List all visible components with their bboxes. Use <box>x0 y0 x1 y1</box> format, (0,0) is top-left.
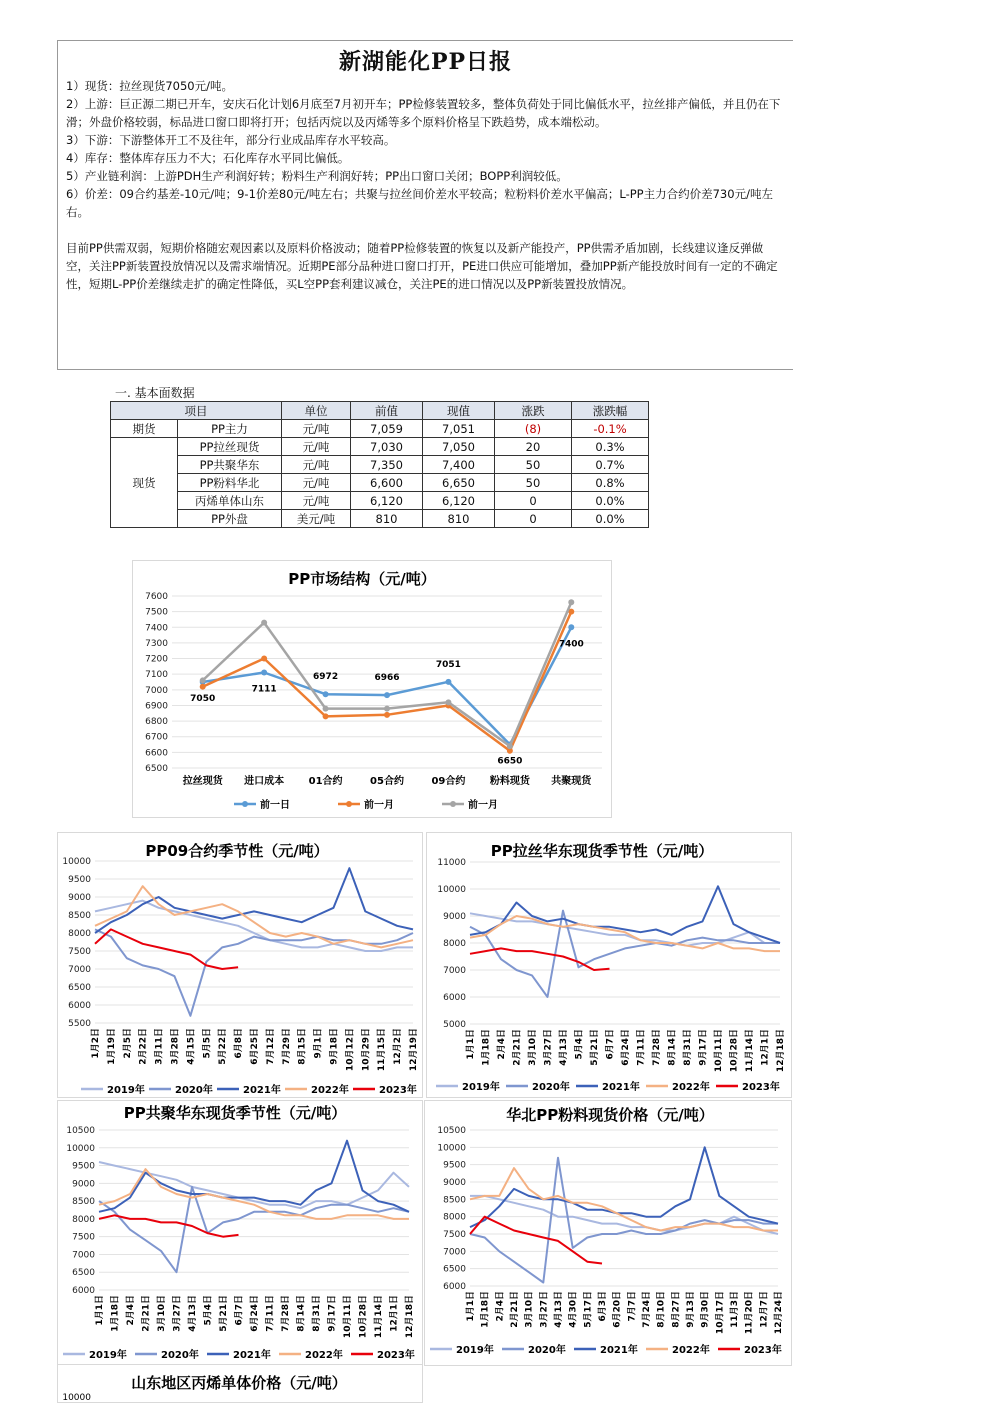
data-point <box>261 656 267 662</box>
chart-title: PP拉丝华东现货季节性（元/吨） <box>490 842 714 860</box>
report-line-downstream: 3）下游：下游整体开工不及往年，部分行业成品库存水平较高。 <box>66 133 396 147</box>
legend-label: 2021年 <box>233 1350 271 1361</box>
x-tick-label: 8月15日 <box>297 1028 308 1065</box>
x-tick-label: 3月10日 <box>528 1029 538 1066</box>
x-tick-label: 10月12日 <box>345 1028 356 1072</box>
x-tick-label: 3月27日 <box>543 1029 554 1066</box>
y-tick-label: 7400 <box>145 623 168 634</box>
chart-title: 华北PP粉料现货价格（元/吨） <box>506 1106 714 1124</box>
x-tick-label: 6月24日 <box>250 1295 260 1332</box>
data-point <box>384 712 390 718</box>
y-tick-label: 6000 <box>68 1001 91 1011</box>
x-tick-label: 11月3日 <box>730 1291 740 1328</box>
x-tick-label: 8月31日 <box>683 1029 693 1066</box>
x-tick-label: 12月24日 <box>774 1291 784 1335</box>
x-tick-label: 9月18日 <box>329 1028 340 1065</box>
row-name: PP共聚华东 <box>178 456 282 474</box>
x-tick-label: 7月11日 <box>636 1029 647 1066</box>
x-tick-label: 10月29日 <box>361 1028 372 1072</box>
y-tick-label: 6900 <box>145 701 168 712</box>
y-tick-label: 10500 <box>66 1126 95 1136</box>
y-tick-label: 7000 <box>443 966 466 976</box>
y-tick-label: 8000 <box>68 929 91 939</box>
data-point <box>384 692 390 698</box>
y-tick-label: 10000 <box>437 1143 466 1154</box>
x-tick-label: 10月11日 <box>714 1029 724 1073</box>
y-tick-label: 8500 <box>443 1195 466 1206</box>
row-chg: 20 <box>495 438 572 456</box>
header-curr: 现值 <box>423 402 495 420</box>
x-tick-label: 3月11日 <box>154 1028 165 1065</box>
basic-data-table <box>110 401 649 528</box>
report-line-spot: 1）现货：拉丝现货7050元/吨。 <box>66 79 233 93</box>
x-tick-label: 6月25日 <box>250 1028 260 1065</box>
legend-label: 2019年 <box>89 1350 127 1361</box>
x-tick-label: 1月1日 <box>466 1029 476 1060</box>
x-tick-label: 2月21日 <box>510 1291 520 1328</box>
y-tick-label: 7200 <box>145 654 168 665</box>
x-tick-label: 1月1日 <box>466 1291 476 1322</box>
data-point <box>323 713 329 719</box>
x-tick-label: 12月1日 <box>760 1029 771 1066</box>
row-pct: 0.3% <box>572 438 649 456</box>
x-tick-label: 7月24日 <box>642 1291 652 1328</box>
data-point <box>200 677 206 683</box>
y-tick-label: 7000 <box>145 685 168 696</box>
x-tick-label: 10月17日 <box>715 1291 726 1335</box>
row-curr: 7,051 <box>423 420 495 438</box>
y-tick-label: 8000 <box>443 939 466 949</box>
row-chg: 0 <box>495 510 572 528</box>
x-tick-label: 11月15日 <box>377 1028 388 1072</box>
x-tick-label: 1月18日 <box>481 1029 492 1066</box>
legend-label: 2020年 <box>175 1085 213 1096</box>
legend-label: 前一月 <box>364 800 394 811</box>
x-tick-label: 7月7日 <box>627 1291 638 1322</box>
y-tick-label: 5500 <box>68 1019 91 1029</box>
x-tick-label: 3月27日 <box>539 1291 550 1328</box>
futures-label: 期货 <box>111 420 178 438</box>
x-tick-label: 6月3日 <box>598 1291 608 1322</box>
x-tick-label: 11月14日 <box>374 1295 384 1339</box>
y-tick-label: 6800 <box>145 717 168 728</box>
x-tick-label: 共聚现货 <box>551 776 592 787</box>
shandong-propylene-chart <box>57 1364 423 1403</box>
row-pct: -0.1% <box>572 420 649 438</box>
y-tick-label: 6500 <box>443 1264 466 1275</box>
y-tick-label: 7600 <box>145 592 168 602</box>
report-line-upstream: 2）上游：巨正源二期已开车，安庆石化计划6月底至7月初开车；PP检修装置较多，整体负荷处于同比偏低水平，拉丝排产偏低，并且仍在下滑；外盘价格较弱，标品进口窗口即将打开；包括丙烷以及丙烯等多个原料价格呈下跌趋势，成本端松动。 <box>66 97 781 129</box>
x-tick-label: 6月7日 <box>234 1295 245 1326</box>
spot-label: 现货 <box>111 438 178 528</box>
row-unit: 美元/吨 <box>282 510 351 528</box>
x-tick-label: 5月17日 <box>583 1291 594 1328</box>
pp-copolymer-east-seasonal-chart <box>57 1100 423 1366</box>
x-tick-label: 3月28日 <box>170 1028 181 1065</box>
x-tick-label: 12月18日 <box>405 1295 415 1339</box>
row-unit: 元/吨 <box>282 456 351 474</box>
y-tick-label: 8500 <box>68 911 91 921</box>
x-tick-label: 2月4日 <box>126 1295 136 1326</box>
row-pct: 0.7% <box>572 456 649 474</box>
basic-section-title: 一. 基本面数据 <box>115 386 195 400</box>
header-chg: 涨跌 <box>495 402 572 420</box>
x-tick-label: 进口成本 <box>244 776 285 787</box>
y-tick-label: 9000 <box>443 1178 466 1188</box>
data-point <box>261 669 267 675</box>
x-tick-label: 10月11日 <box>343 1295 353 1339</box>
legend-label: 2020年 <box>532 1082 570 1093</box>
header-prev: 前值 <box>351 402 423 420</box>
market-structure-chart <box>132 560 612 818</box>
table-row <box>111 420 649 438</box>
report-line-inventory: 4）库存：整体库存压力不大；石化库存水平同比偏低。 <box>66 151 350 165</box>
row-prev: 6,600 <box>351 474 423 492</box>
row-name: PP拉丝现货 <box>178 438 282 456</box>
row-curr: 6,650 <box>423 474 495 492</box>
legend-label: 2023年 <box>377 1350 415 1361</box>
x-tick-label: 8月10日 <box>656 1291 667 1328</box>
row-chg: 50 <box>495 474 572 492</box>
legend-label: 2022年 <box>311 1085 349 1096</box>
legend-label: 2020年 <box>161 1350 199 1361</box>
x-tick-label: 7月29日 <box>281 1028 292 1065</box>
y-tick-label: 11000 <box>437 858 466 868</box>
data-label: 7050 <box>190 694 216 704</box>
x-tick-label: 12月19日 <box>409 1028 419 1072</box>
y-tick-label: 9500 <box>68 875 91 885</box>
legend-label: 2023年 <box>379 1085 417 1096</box>
y-tick-label: 6700 <box>145 732 168 743</box>
row-curr: 810 <box>423 510 495 528</box>
y-tick-label: 7000 <box>68 965 91 975</box>
row-name: 丙烯单体山东 <box>178 492 282 510</box>
x-tick-label: 1月18日 <box>110 1295 121 1332</box>
row-pct: 0.8% <box>572 474 649 492</box>
row-curr: 6,120 <box>423 492 495 510</box>
y-tick-label: 10000 <box>62 857 91 867</box>
x-tick-label: 6月24日 <box>621 1029 631 1066</box>
row-unit: 元/吨 <box>282 420 351 438</box>
y-tick-label: 8000 <box>72 1214 95 1225</box>
legend-label: 2023年 <box>744 1345 782 1356</box>
legend-label: 2019年 <box>456 1345 494 1356</box>
x-tick-label: 3月10日 <box>157 1295 167 1332</box>
x-tick-label: 7月28日 <box>281 1295 291 1332</box>
chart-title: PP共聚华东现货季节性（元/吨） <box>123 1104 347 1122</box>
x-tick-label: 09合约 <box>431 776 466 787</box>
legend-marker <box>450 801 456 807</box>
x-tick-label: 8月14日 <box>296 1295 307 1332</box>
x-tick-label: 1月2日 <box>91 1028 101 1059</box>
pp09-seasonal-chart <box>57 832 423 1098</box>
x-tick-label: 2月21日 <box>141 1295 152 1332</box>
x-tick-label: 11月14日 <box>745 1029 755 1073</box>
y-tick-label: 9000 <box>443 912 466 922</box>
legend-label: 2019年 <box>462 1082 500 1093</box>
table-row <box>111 510 649 528</box>
row-curr: 7,400 <box>423 456 495 474</box>
legend-marker <box>346 801 352 807</box>
report-body <box>66 77 781 293</box>
x-tick-label: 3月10日 <box>524 1291 535 1328</box>
x-tick-label: 11月20日 <box>744 1291 755 1335</box>
data-label: 7051 <box>435 659 461 670</box>
legend-label: 2022年 <box>672 1345 710 1356</box>
y-tick-label: 9500 <box>72 1161 95 1172</box>
y-tick-label: 7500 <box>145 607 168 618</box>
report-summary: 目前PP供需双弱，短期价格随宏观因素以及原料价格波动；随着PP检修装置的恢复以及新产能投产，PP供需矛盾加剧，长线建议逢反弹做空，关注PP新装置投放情况以及需求端情况。近期PE部分品种进口窗口打开，PE进口供应可能增加，叠加PP新产能投放时间有一定的不确定性，短期L-PP价差继续走扩的确定性降低，买L空PP套利建议减仓，关注PE的进口情况以及PP新装置投放情况。 <box>66 241 778 291</box>
row-name: PP主力 <box>178 420 282 438</box>
table-row <box>111 456 649 474</box>
x-tick-label: 05合约 <box>370 776 404 787</box>
x-tick-label: 9月1日 <box>313 1028 324 1059</box>
x-tick-label: 2月22日 <box>138 1028 149 1065</box>
row-chg: (8) <box>495 420 572 438</box>
data-point <box>568 599 574 605</box>
row-chg: 50 <box>495 456 572 474</box>
x-tick-label: 12月2日 <box>393 1028 404 1065</box>
legend-label: 2020年 <box>528 1345 566 1356</box>
x-tick-label: 4月13日 <box>188 1295 198 1332</box>
north-pp-powder-price-chart <box>424 1100 792 1366</box>
header-unit: 单位 <box>282 402 351 420</box>
report-line-profit: 5）产业链利润：上游PDH生产利润好转；粉料生产利润好转；PP出口窗口关闭；BOPP利润较低。 <box>66 169 568 183</box>
row-name: PP粉料华北 <box>178 474 282 492</box>
x-tick-label: 9月30日 <box>700 1291 711 1328</box>
x-tick-label: 10月28日 <box>729 1029 740 1073</box>
table-row <box>111 474 649 492</box>
header-pct: 涨跌幅 <box>572 402 649 420</box>
y-tick-label: 6000 <box>443 993 466 1003</box>
x-tick-label: 1月18日 <box>480 1291 491 1328</box>
x-tick-label: 1月19日 <box>106 1028 117 1065</box>
data-point <box>384 706 390 712</box>
report-line-spread: 6）价差：09合约基差-10元/吨；9-1价差80元/吨左右；共聚与拉丝间价差水平较高；粒粉料价差水平偏高；L-PP主力合约价差730元/吨左右。 <box>66 187 773 219</box>
table-row <box>111 492 649 510</box>
data-label: 7400 <box>558 639 584 650</box>
row-prev: 810 <box>351 510 423 528</box>
x-tick-label: 6月8日 <box>234 1028 245 1059</box>
x-tick-label: 01合约 <box>308 776 343 787</box>
legend-label: 2021年 <box>602 1082 640 1093</box>
x-tick-label: 7月28日 <box>652 1029 662 1066</box>
header-item: 项目 <box>111 402 282 420</box>
y-tick-label: 6000 <box>443 1282 466 1292</box>
y-tick-label: 7500 <box>68 947 91 957</box>
x-tick-label: 12月18日 <box>776 1029 786 1073</box>
x-tick-label: 1月1日 <box>95 1295 105 1326</box>
legend-label: 2021年 <box>600 1345 638 1356</box>
y-tick-label: 10000 <box>437 885 466 895</box>
y-tick-label: 7300 <box>145 638 168 649</box>
x-tick-label: 5月4日 <box>203 1295 214 1326</box>
legend-label: 2021年 <box>243 1085 281 1096</box>
pp-raffia-east-seasonal-chart <box>426 832 792 1098</box>
x-tick-label: 5月21日 <box>219 1295 229 1332</box>
x-tick-label: 5月5日 <box>202 1028 213 1059</box>
legend-label: 2022年 <box>305 1350 343 1361</box>
chart-title: PP市场结构（元/吨） <box>288 570 436 588</box>
y-tick-label: 8500 <box>72 1197 95 1208</box>
row-curr: 7,050 <box>423 438 495 456</box>
y-tick-label: 9000 <box>72 1179 95 1190</box>
x-tick-label: 8月14日 <box>667 1029 678 1066</box>
data-point <box>200 684 206 690</box>
y-tick-label: 10500 <box>437 1126 466 1136</box>
table-row <box>111 438 649 456</box>
legend-label: 前一月 <box>468 800 498 811</box>
y-tick-label: 5000 <box>443 1020 466 1030</box>
y-tick-label: 9500 <box>443 1160 466 1171</box>
y-tick-label: 7500 <box>72 1232 95 1243</box>
chart-title: PP09合约季节性（元/吨） <box>145 842 329 860</box>
data-point <box>507 743 513 749</box>
y-tick-label: 7000 <box>72 1250 95 1261</box>
x-tick-label: 2月4日 <box>497 1029 507 1060</box>
y-tick-label: 6500 <box>68 983 91 993</box>
row-name: PP外盘 <box>178 510 282 528</box>
data-point <box>261 620 267 626</box>
row-prev: 7,350 <box>351 456 423 474</box>
x-tick-label: 6月7日 <box>605 1029 616 1060</box>
row-pct: 0.0% <box>572 492 649 510</box>
x-tick-label: 7月11日 <box>265 1295 276 1332</box>
x-tick-label: 4月13日 <box>559 1029 569 1066</box>
legend-label: 2022年 <box>672 1082 710 1093</box>
y-tick-label: 10000 <box>62 1393 91 1403</box>
x-tick-label: 5月22日 <box>218 1028 229 1065</box>
row-prev: 7,059 <box>351 420 423 438</box>
report-title: 新湖能化PP日报 <box>338 49 513 75</box>
row-unit: 元/吨 <box>282 438 351 456</box>
data-point <box>445 699 451 705</box>
x-tick-label: 12月1日 <box>389 1295 400 1332</box>
y-tick-label: 6000 <box>72 1286 95 1296</box>
y-tick-label: 6500 <box>72 1268 95 1279</box>
data-point <box>568 624 574 630</box>
x-tick-label: 9月17日 <box>698 1029 709 1066</box>
data-label: 7111 <box>251 684 277 695</box>
y-tick-label: 6600 <box>145 748 168 759</box>
data-point <box>323 691 329 697</box>
data-label: 6966 <box>374 673 400 684</box>
legend-label: 2019年 <box>107 1085 145 1096</box>
x-tick-label: 4月13日 <box>554 1291 564 1328</box>
y-tick-label: 7500 <box>443 1230 466 1240</box>
row-chg: 0 <box>495 492 572 510</box>
data-label: 6650 <box>497 756 523 767</box>
x-tick-label: 7月12日 <box>265 1028 276 1065</box>
row-unit: 元/吨 <box>282 492 351 510</box>
y-tick-label: 10000 <box>66 1143 95 1154</box>
legend-marker <box>242 801 248 807</box>
x-tick-label: 8月31日 <box>312 1295 322 1332</box>
x-tick-label: 9月13日 <box>686 1291 696 1328</box>
x-tick-label: 8月27日 <box>671 1291 682 1328</box>
chart-title: 山东地区丙烯单体价格（元/吨） <box>131 1374 347 1392</box>
x-tick-label: 9月17日 <box>327 1295 338 1332</box>
x-tick-label: 2月4日 <box>495 1291 506 1322</box>
x-tick-label: 12月7日 <box>759 1291 770 1328</box>
y-tick-label: 7000 <box>443 1247 466 1258</box>
x-tick-label: 粉料现货 <box>489 776 530 787</box>
x-tick-label: 5月21日 <box>590 1029 600 1066</box>
x-tick-label: 3月27日 <box>172 1295 183 1332</box>
x-tick-label: 10月28日 <box>358 1295 369 1339</box>
legend-label: 前一日 <box>260 800 290 811</box>
row-prev: 7,030 <box>351 438 423 456</box>
x-tick-label: 5月4日 <box>574 1029 585 1060</box>
y-tick-label: 6500 <box>145 764 168 774</box>
y-tick-label: 9000 <box>68 893 91 903</box>
data-point <box>323 706 329 712</box>
row-pct: 0.0% <box>572 510 649 528</box>
legend-label: 2023年 <box>742 1082 780 1093</box>
data-label: 6972 <box>313 672 339 683</box>
data-point <box>445 679 451 685</box>
x-tick-label: 4月30日 <box>568 1291 579 1328</box>
x-tick-label: 4月15日 <box>186 1028 197 1065</box>
x-tick-label: 6月20日 <box>612 1291 623 1328</box>
y-tick-label: 7100 <box>145 670 168 681</box>
y-tick-label: 8000 <box>443 1212 466 1223</box>
x-tick-label: 拉丝现货 <box>182 776 223 787</box>
table-header-row <box>111 402 649 420</box>
report-box <box>57 40 793 370</box>
x-tick-label: 2月5日 <box>122 1028 133 1059</box>
x-tick-label: 2月21日 <box>512 1029 523 1066</box>
row-prev: 6,120 <box>351 492 423 510</box>
row-unit: 元/吨 <box>282 474 351 492</box>
